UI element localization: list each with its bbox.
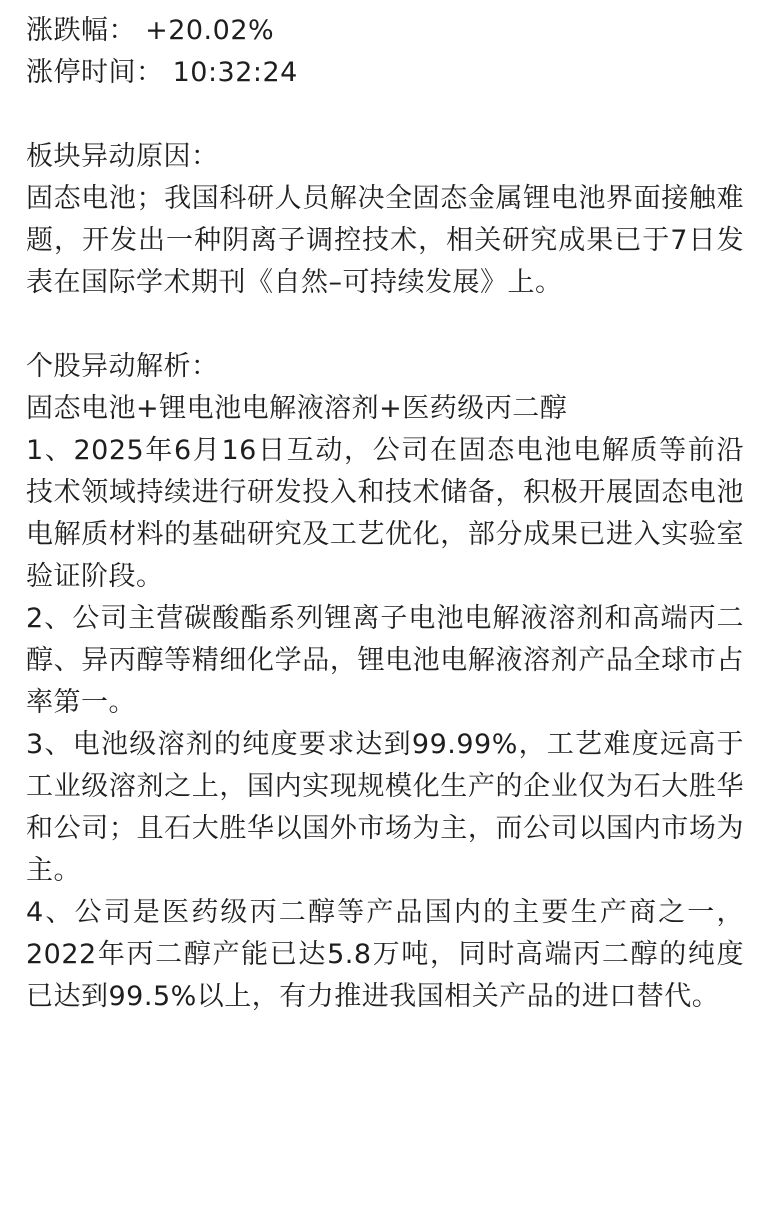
analysis-point-2: 2、公司主营碳酸酯系列锂离子电池电解液溶剂和高端丙二醇、异丙醇等精细化学品，锂电池电解液溶剂产品全球市占率第一。 — [26, 603, 744, 718]
change-percent-line: 涨跌幅： +20.02% — [26, 15, 275, 46]
sector-reason-heading: 板块异动原因： — [26, 141, 219, 172]
stock-themes: 固态电池+锂电池电解液溶剂+医药级丙二醇 — [26, 393, 568, 424]
analysis-point-4: 4、公司是医药级丙二醇等产品国内的主要生产商之一，2022年丙二醇产能已达5.8万吨，同时高端丙二醇的纯度已达到99.5%以上，有力推进我国相关产品的进口替代。 — [26, 897, 744, 1012]
stock-analysis-heading: 个股异动解析： — [26, 351, 219, 382]
spacer — [26, 304, 748, 346]
limit-up-time-line: 涨停时间： 10:32:24 — [26, 57, 298, 88]
analysis-point-3: 3、电池级溶剂的纯度要求达到99.99%，工艺难度远高于工业级溶剂之上，国内实现规模化生产的企业仅为石大胜华和公司；且石大胜华以国外市场为主，而公司以国内市场为主。 — [26, 729, 744, 886]
sector-reason-text: 固态电池；我国科研人员解决全固态金属锂电池界面接触难题，开发出一种阴离子调控技术，相关研究成果已于7日发表在国际学术期刊《自然–可持续发展》上。 — [26, 183, 744, 298]
analysis-point-1: 1、2025年6月16日互动，公司在固态电池电解质等前沿技术领域持续进行研发投入和技术储备，积极开展固态电池电解质材料的基础研究及工艺优化，部分成果已进入实验室验证阶段。 — [26, 435, 744, 592]
spacer — [26, 94, 748, 136]
